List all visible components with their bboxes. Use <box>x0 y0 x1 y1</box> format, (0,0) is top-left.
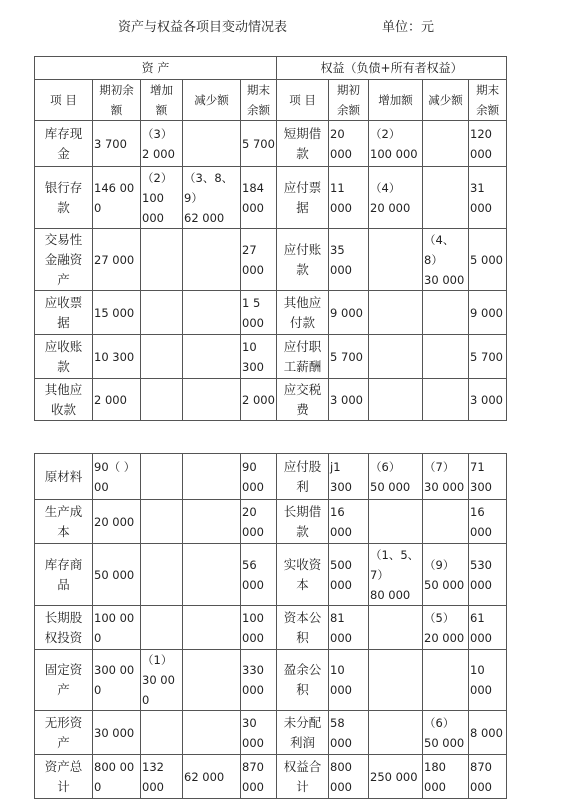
row-label-cell: 应付股 利 <box>277 454 329 500</box>
table-row <box>35 229 507 291</box>
column-header: 期末 余额 <box>469 80 507 121</box>
value-cell <box>183 229 241 291</box>
table-row <box>35 755 507 799</box>
value-cell <box>183 121 241 167</box>
row-label-cell: 盈余公 积 <box>277 650 329 711</box>
value-cell: （1） 30 000 <box>141 650 183 711</box>
row-label-cell: 实收资 本 <box>277 544 329 606</box>
value-cell <box>369 650 423 711</box>
value-cell <box>423 335 469 379</box>
value-cell: 16 000 <box>469 500 507 544</box>
value-cell: 27 000 <box>241 229 277 291</box>
value-cell <box>369 335 423 379</box>
value-cell: 184 000 <box>241 167 277 229</box>
value-cell: 5 700 <box>329 335 369 379</box>
value-cell <box>369 711 423 755</box>
value-cell <box>369 606 423 650</box>
value-cell: 61 000 <box>469 606 507 650</box>
value-cell <box>183 606 241 650</box>
table-row <box>35 500 507 544</box>
row-label-cell: 其他应 付款 <box>277 291 329 335</box>
row-label-cell: 应付职 工薪酬 <box>277 335 329 379</box>
value-cell: 300 000 <box>93 650 141 711</box>
value-cell <box>183 544 241 606</box>
value-cell <box>369 229 423 291</box>
value-cell: 3 000 <box>469 379 507 421</box>
value-cell: 3 000 <box>329 379 369 421</box>
value-cell: 870 000 <box>241 755 277 799</box>
table-row <box>35 650 507 711</box>
value-cell: 9 000 <box>469 291 507 335</box>
value-cell: 2 000 <box>93 379 141 421</box>
table-row <box>35 167 507 229</box>
value-cell: 10 000 <box>469 650 507 711</box>
row-label-cell: 长期股 权投资 <box>35 606 93 650</box>
row-label-cell: 应收账 款 <box>35 335 93 379</box>
value-cell: （5） 20 000 <box>423 606 469 650</box>
value-cell <box>369 379 423 421</box>
table-row <box>35 335 507 379</box>
row-label-cell: 库存商 品 <box>35 544 93 606</box>
value-cell: 81 000 <box>329 606 369 650</box>
value-cell: 100 000 <box>241 606 277 650</box>
value-cell <box>141 229 183 291</box>
value-cell: （4、8） 30 000 <box>423 229 469 291</box>
row-label-cell: 权益合 计 <box>277 755 329 799</box>
value-cell: 30 000 <box>93 711 141 755</box>
table-row <box>35 291 507 335</box>
value-cell <box>423 121 469 167</box>
value-cell: 250 000 <box>369 755 423 799</box>
value-cell <box>141 291 183 335</box>
value-cell <box>141 454 183 500</box>
value-cell: 15 000 <box>93 291 141 335</box>
value-cell: j1 300 <box>329 454 369 500</box>
row-label-cell: 无形资 产 <box>35 711 93 755</box>
table-row <box>35 606 507 650</box>
value-cell: 31 000 <box>469 167 507 229</box>
value-cell <box>183 650 241 711</box>
row-label-cell: 长期借 款 <box>277 500 329 544</box>
value-cell <box>423 167 469 229</box>
value-cell: 10 000 <box>329 650 369 711</box>
value-cell: 90（ ） 00 <box>93 454 141 500</box>
value-cell <box>183 379 241 421</box>
value-cell: 10 300 <box>241 335 277 379</box>
value-cell <box>369 500 423 544</box>
value-cell: 8 000 <box>469 711 507 755</box>
value-cell: （6） 50 000 <box>369 454 423 500</box>
value-cell: 132 000 <box>141 755 183 799</box>
column-header: 期末 余额 <box>241 80 277 121</box>
row-label-cell: 资本公 积 <box>277 606 329 650</box>
value-cell: 30 000 <box>241 711 277 755</box>
table-row <box>35 454 507 500</box>
equity-section-header: 权益（负债+所有者权益） <box>277 57 507 80</box>
value-cell: 58 000 <box>329 711 369 755</box>
value-cell: 180 000 <box>423 755 469 799</box>
value-cell <box>141 711 183 755</box>
table-row <box>35 379 507 421</box>
column-header: 增加 额 <box>141 80 183 121</box>
table-row <box>35 121 507 167</box>
value-cell: （9） 50 000 <box>423 544 469 606</box>
value-cell: 100 000 <box>93 606 141 650</box>
value-cell: （3、8、 9） 62 000 <box>183 167 241 229</box>
value-cell <box>183 454 241 500</box>
value-cell <box>423 379 469 421</box>
column-header: 期初 余额 <box>329 80 369 121</box>
changes-table-part-2 <box>34 453 507 799</box>
value-cell: 62 000 <box>183 755 241 799</box>
value-cell: （1、5、 7） 80 000 <box>369 544 423 606</box>
column-header: 项 目 <box>35 80 93 121</box>
value-cell: 5 700 <box>469 335 507 379</box>
value-cell: 50 000 <box>93 544 141 606</box>
row-label-cell: 应付票 据 <box>277 167 329 229</box>
column-header: 减少额 <box>183 80 241 121</box>
value-cell <box>141 500 183 544</box>
value-cell: （7） 30 000 <box>423 454 469 500</box>
value-cell: 1 5 000 <box>241 291 277 335</box>
value-cell: 330 000 <box>241 650 277 711</box>
value-cell <box>183 500 241 544</box>
value-cell: 800 000 <box>329 755 369 799</box>
row-label-cell: 原材料 <box>35 454 93 500</box>
value-cell: 800 000 <box>93 755 141 799</box>
table-row <box>35 711 507 755</box>
value-cell <box>183 711 241 755</box>
value-cell: 530 000 <box>469 544 507 606</box>
value-cell: 5 000 <box>469 229 507 291</box>
value-cell: 27 000 <box>93 229 141 291</box>
row-label-cell: 固定资 产 <box>35 650 93 711</box>
value-cell: 16 000 <box>329 500 369 544</box>
value-cell <box>423 500 469 544</box>
column-header: 期初余 额 <box>93 80 141 121</box>
value-cell: 500 000 <box>329 544 369 606</box>
value-cell: （6） 50 000 <box>423 711 469 755</box>
value-cell: 35 000 <box>329 229 369 291</box>
row-label-cell: 交易性 金融资 产 <box>35 229 93 291</box>
assets-section-header: 资 产 <box>35 57 277 80</box>
row-label-cell: 应交税 费 <box>277 379 329 421</box>
value-cell: 10 300 <box>93 335 141 379</box>
table-title: 资产与权益各项目变动情况表 <box>118 20 288 35</box>
value-cell: 870 000 <box>469 755 507 799</box>
row-label-cell: 其他应 收款 <box>35 379 93 421</box>
unit-label: 单位：元 <box>382 20 435 35</box>
value-cell <box>141 379 183 421</box>
value-cell: （4） 20 000 <box>369 167 423 229</box>
value-cell: 120 000 <box>469 121 507 167</box>
value-cell: （3） 2 000 <box>141 121 183 167</box>
row-label-cell: 短期借 款 <box>277 121 329 167</box>
value-cell: 71 300 <box>469 454 507 500</box>
row-label-cell: 应收票 据 <box>35 291 93 335</box>
value-cell: 56 000 <box>241 544 277 606</box>
value-cell: （2） 100 000 <box>369 121 423 167</box>
value-cell: 11 000 <box>329 167 369 229</box>
row-label-cell: 库存现 金 <box>35 121 93 167</box>
value-cell: 20 000 <box>329 121 369 167</box>
row-label-cell: 生产成 本 <box>35 500 93 544</box>
value-cell: （2） 100 000 <box>141 167 183 229</box>
value-cell <box>183 291 241 335</box>
row-label-cell: 资产总 计 <box>35 755 93 799</box>
table-row <box>35 544 507 606</box>
column-header: 增加额 <box>369 80 423 121</box>
value-cell: 20 000 <box>93 500 141 544</box>
value-cell: 3 700 <box>93 121 141 167</box>
changes-table-part-1 <box>34 56 507 421</box>
value-cell: 146 000 <box>93 167 141 229</box>
value-cell <box>183 335 241 379</box>
row-label-cell: 未分配 利润 <box>277 711 329 755</box>
value-cell <box>423 291 469 335</box>
value-cell <box>141 335 183 379</box>
value-cell: 20 000 <box>241 500 277 544</box>
value-cell: 90 000 <box>241 454 277 500</box>
column-header: 减少额 <box>423 80 469 121</box>
row-label-cell: 银行存 款 <box>35 167 93 229</box>
value-cell: 9 000 <box>329 291 369 335</box>
value-cell <box>423 650 469 711</box>
row-label-cell: 应付账 款 <box>277 229 329 291</box>
value-cell: 5 700 <box>241 121 277 167</box>
value-cell <box>141 544 183 606</box>
value-cell: 2 000 <box>241 379 277 421</box>
value-cell <box>369 291 423 335</box>
value-cell <box>141 606 183 650</box>
column-header: 项 目 <box>277 80 329 121</box>
